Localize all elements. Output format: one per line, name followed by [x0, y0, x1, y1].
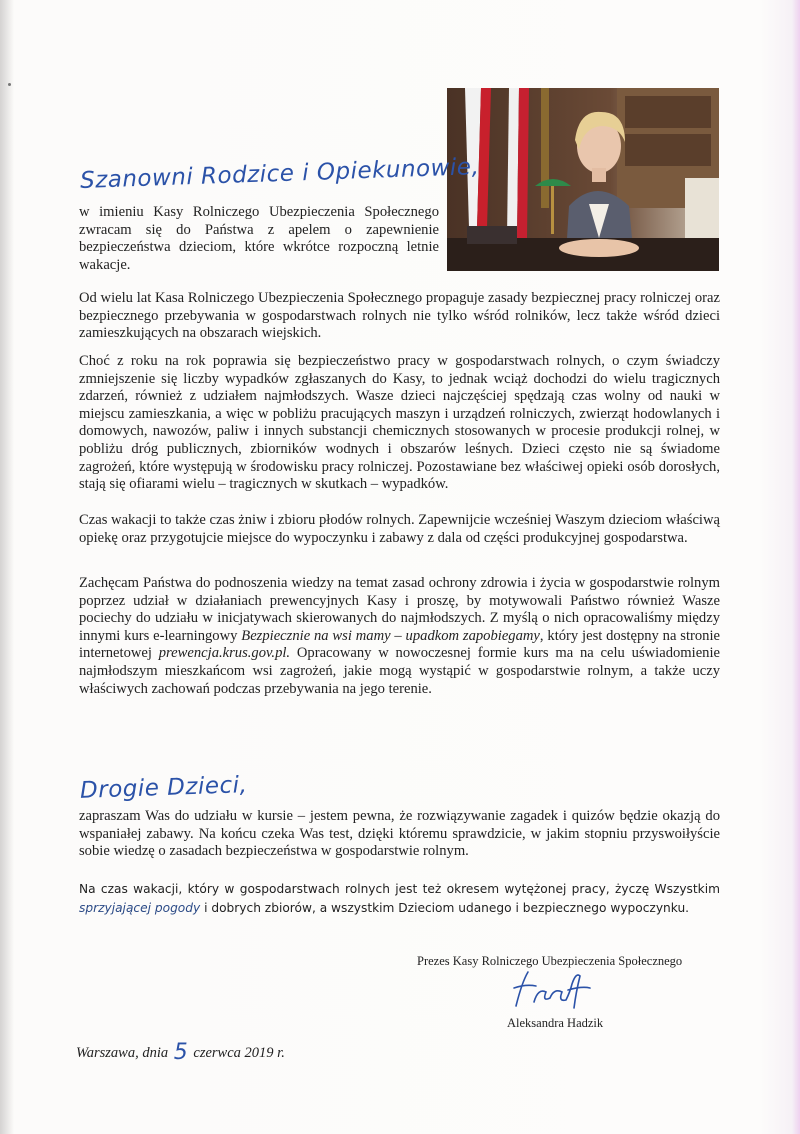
paragraph-invitation-children: zapraszam Was do udziału w kursie – jestem pewna, że rozwiązywanie zagadek i quizów będzie okazją do wspaniałej zabawy. Na końcu czeka Was test, dzięki któremu sprawdzicie, w jakim stopniu przyswoiłyście sobie wiedzę o zasadach bezpieczeństwa w gospodarstwie rolnym. — [79, 808, 720, 860]
handwritten-signature — [506, 962, 596, 1019]
portrait-illustration — [447, 88, 719, 271]
signature-stroke — [506, 962, 596, 1014]
author-portrait-photo — [447, 88, 719, 271]
paragraph-harvest-time: Czas wakacji to także czas żniw i zbioru płodów rolnych. Zapewnijcie wcześniej Waszym dzieciom właściwą opiekę oraz przygotujcie miejsce do wypoczynku i zabawy z dala od części produkcyjnej gospodarstwa. — [79, 512, 720, 546]
p5-text-3: Opracowany w nowoczesnej formie kurs ma na celu uświadomienie najmłodszym mieszkańcom wsi zagrożeń, jakie mogą wystąpić w gospodarstwie rolnym, a także uczy właściwych zachowań podczas przebywania na jego terenie. — [79, 645, 720, 697]
paragraph-e-learning — [79, 575, 720, 698]
place-date-suffix: czerwca 2019 r. — [189, 1045, 285, 1061]
intro-paragraph: w imieniu Kasy Rolniczego Ubezpieczenia Społecznego zwracam się do Państwa z apelem o zapewnienie bezpieczeństwa dzieciom, które wkrótce rozpoczną letnie wakacje. — [79, 204, 439, 273]
greeting-children-handwritten: Drogie Dzieci, — [79, 772, 248, 804]
scan-speck — [8, 83, 11, 86]
signer-title: Prezes Kasy Rolniczego Ubezpieczenia Społecznego — [417, 954, 683, 968]
scan-fold-shadow — [0, 0, 14, 1134]
handwritten-day: 5 — [173, 1040, 188, 1065]
greeting-parents-handwritten: Szanowni Rodzice i Opiekunowie, — [79, 154, 480, 194]
p5-text-2: , który jest dostępny na stronie internetowej — [79, 627, 720, 662]
p5-text-1: Zachęcam Państwa do podnoszenia wiedzy na temat zasad ochrony zdrowia i życia w gospodarstwie rolnym poprzez udział w działaniach prewencyjnych Kasy i proszę, by motywowali Państwo również Wasze pociechy do udziału w inicjatywach skierowanych do najmłodszych. Z myślą o nich opracowaliśmy między innymi kurs e-learningowy — [79, 575, 720, 644]
paragraph-krus-mission: Od wielu lat Kasa Rolniczego Ubezpieczenia Społecznego propaguje zasady bezpiecznej pracy rolniczej oraz bezpiecznego przebywania w gospodarstwach rolnych nie tylko wśród rolników, lecz także wśród dzieci zamieszkujących na obszarach wiejskich. — [79, 290, 720, 342]
place-date-prefix: Warszawa, dnia — [76, 1045, 172, 1061]
p7-text-2: i dobrych zbiorów, a wszystkim Dzieciom udanego i bezpiecznego wypoczynku. — [200, 901, 690, 915]
place-and-date — [76, 1038, 285, 1063]
signer-name: Aleksandra Hadzik — [507, 1016, 604, 1030]
p7-emphasis: sprzyjającej pogody — [79, 901, 201, 915]
scan-edge-tint — [792, 0, 800, 1134]
paragraph-holiday-wishes — [79, 880, 720, 918]
p7-text-1: Na czas wakacji, który w gospodarstwach rolnych jest też okresem wytężonej pracy, życzę Wszystkim — [79, 882, 720, 896]
course-title: Bezpiecznie na wsi mamy – upadkom zapobiegamy — [241, 627, 540, 644]
website-address: prewencja.krus.gov.pl. — [158, 645, 291, 662]
paragraph-safety-risks: Choć z roku na rok poprawia się bezpieczeństwo pracy w gospodarstwach rolnych, o czym świadczy zmniejszenie się liczby wypadków zgłaszanych do Kasy, to jednak wciąż dochodzi do wielu tragicznych zdarzeń, również z udziałem najmłodszych. Wasze dzieci najczęściej spędzają czas wolny od nauki w miejscu zamieszkania, a więc w pobliżu pracujących maszyn i urządzeń rolniczych, zwierząt hodowlanych i domowych, nawozów, paliw i innych substancji chemicznych stosowanych w procesie produkcji rolnej, w pobliżu dróg publicznych, zbiorników wodnych i obszarów leśnych. Dzieci często nie są świadome zagrożeń, które występują w środowisku pracy rolniczej. Pozostawiane bez właściwej opieki osób dorosłych, stają się ofiarami wielu – tragicznych w skutkach – wypadków. — [79, 353, 720, 493]
